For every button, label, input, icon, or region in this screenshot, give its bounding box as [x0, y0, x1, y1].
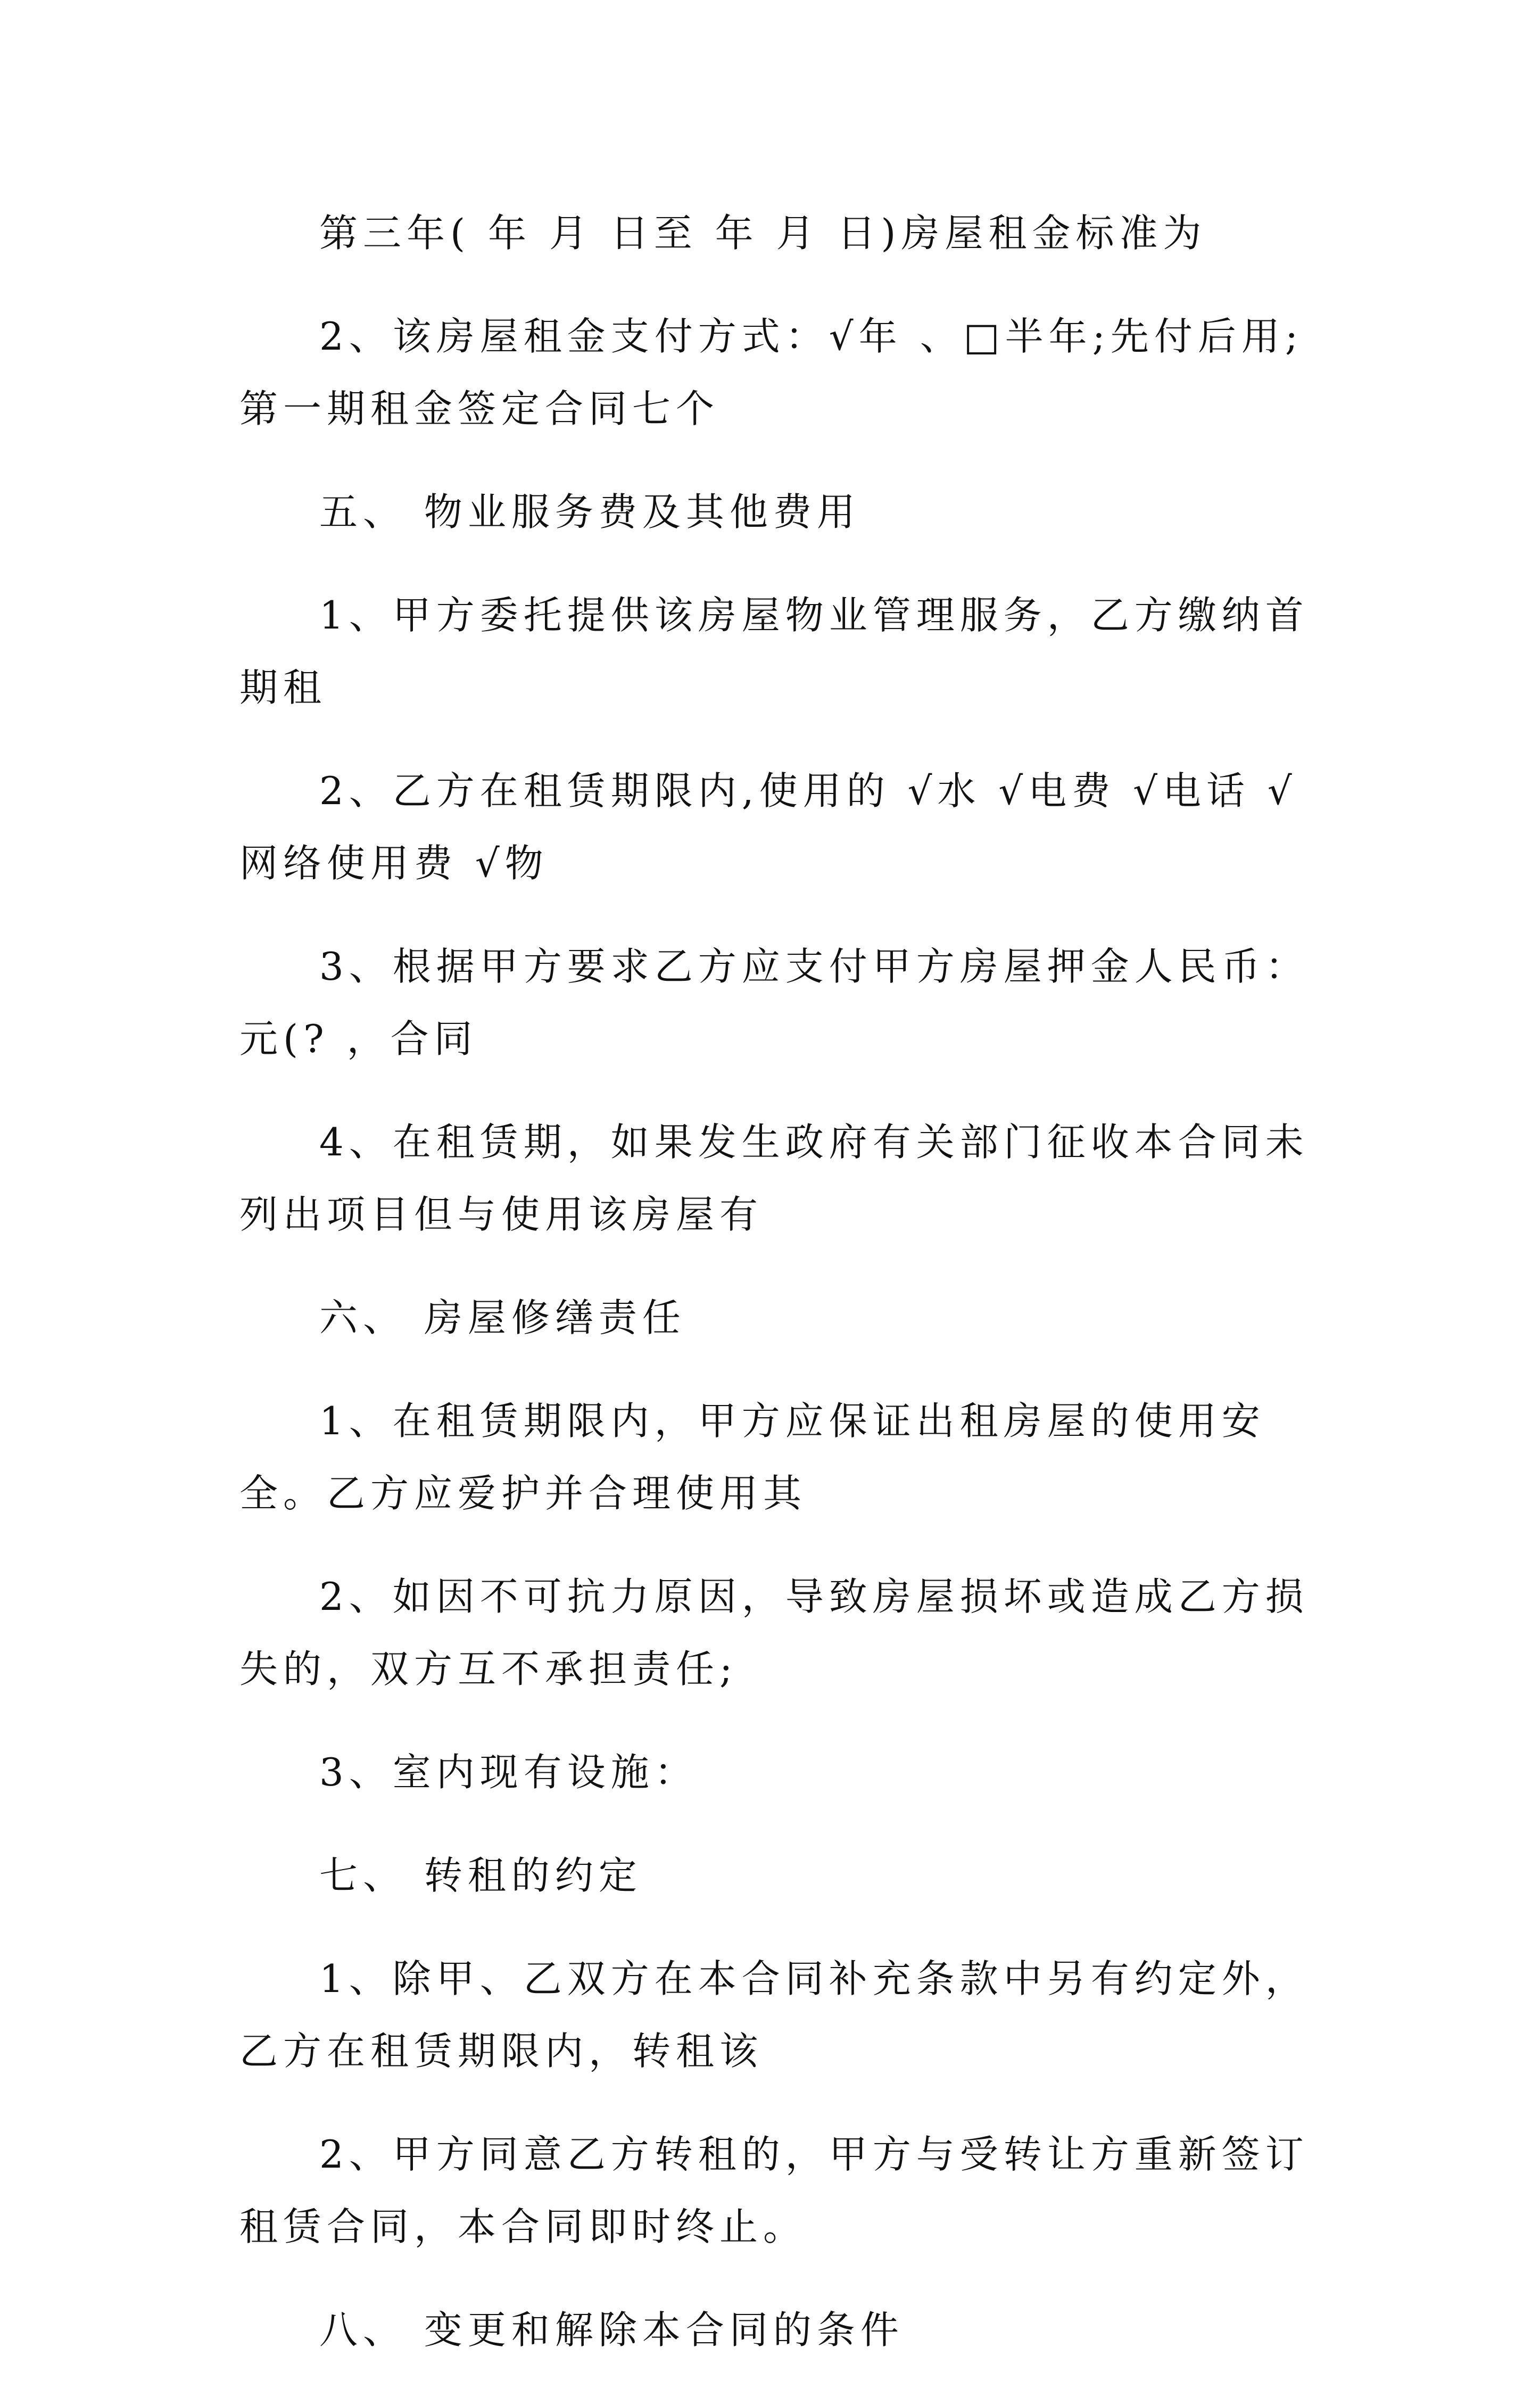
paragraph-facilities: 3、室内现有设施： [319, 1750, 698, 1795]
paragraph-payment-method: 2、该房屋租金支付方式：√年 、□半年;先付后用;第一期租金签定合同七个 [239, 314, 1304, 431]
paragraph-property-service: 1、甲方委托提供该房屋物业管理服务，乙方缴纳首期租 [239, 593, 1309, 710]
paragraph-sublease-terms: 1、除甲、乙双方在本合同补充条款中另有约定外，乙方在租赁期限内，转租该 [239, 1956, 1309, 2073]
section-heading-termination: 八、 变更和解除本合同的条件 [319, 2308, 904, 2352]
paragraph-government-fees: 4、在租赁期，如果发生政府有关部门征收本合同未列出项目但与使用该房屋有 [239, 1120, 1309, 1237]
paragraph-utilities: 2、乙方在租赁期限内,使用的 √水 √电费 √电话 √网络使用费 √物 [239, 768, 1297, 886]
paragraph-deposit: 3、根据甲方要求乙方应支付甲方房屋押金人民币： 元(? ，合同 [239, 944, 1309, 1061]
section-heading-repairs: 六、 房屋修缮责任 [319, 1295, 686, 1340]
paragraph-sublease-consent: 2、甲方同意乙方转租的，甲方与受转让方重新签订租赁合同，本合同即时终止。 [239, 2132, 1309, 2249]
paragraph-rent-year-three: 第三年( 年 月 日至 年 月 日)房屋租金标准为 [319, 211, 1207, 255]
paragraph-safety: 1、在租赁期限内，甲方应保证出租房屋的使用安全。乙方应爱护并合理使用其 [239, 1399, 1265, 1516]
section-heading-fees: 五、 物业服务费及其他费用 [319, 490, 860, 534]
section-heading-sublease: 七、 转租的约定 [319, 1853, 642, 1898]
document-body [239, 197, 1320, 2397]
paragraph-force-majeure: 2、如因不可抗力原因，导致房屋损坏或造成乙方损失的，双方互不承担责任; [239, 1574, 1309, 1691]
